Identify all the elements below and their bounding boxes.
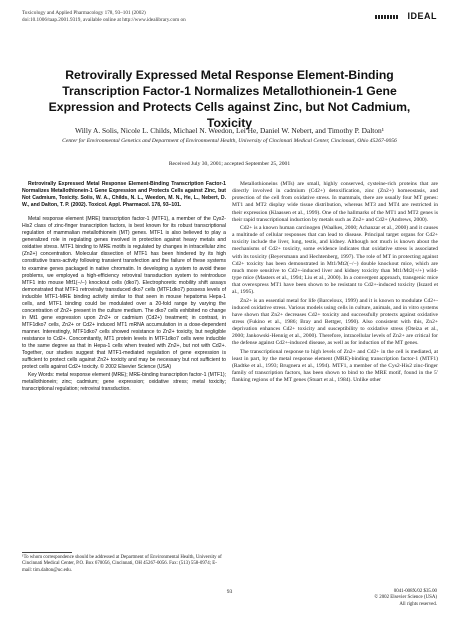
copyright-block (374, 589, 437, 608)
body-paragraph: Metallothioneins (MTs) are small, highly conserved, cysteine-rich proteins that are directly involved in cadmium (Cd2+) detoxification, zinc (Zn2+) homeostasis, and protection of the cell from oxidative stress. In mammals, there are usually four MT genes: MT1 and MT2 display wide tissue distribution, whereas MT3 and MT4 are restricted in their expression (Klaassen et al., 1999). One of the hallmarks of the MT1 and MT2 genes is their rapid transcriptional induction by metals such as Zn2+ and Cd2+ (Andrews, 2000). (232, 181, 438, 223)
footnote-divider (22, 552, 72, 553)
rights-line: All rights reserved. (399, 601, 437, 607)
abstract-column (22, 181, 226, 394)
journal-citation: Toxicology and Applied Pharmacology 178, 93–101 (2002) (22, 10, 146, 16)
body-paragraph: Zn2+ is an essential metal for life (Barceloux, 1999) and it is known to modulate Cd2+-induced oxidative stress. Various models using cells in culture, animals, and in vitro systems have shown that Zn2+ decreases Cd2+ toxicity and successfully protects against oxidative stress (Fukino et al., 1986; Bray and Bettger, 1990). Also consistent with this, Zn2+ deprivation enhances Cd2+ toxicity and susceptibility to oxidative stress (Oteiza et al., 2000; Jankowski-Hennig et al., 2000). Therefore, intracellular levels of Zn2+ are critical for the defense against Cd2+-induced disease, as well as for induction of the MT genes. (232, 297, 438, 347)
abstract-heading: Retrovirally Expressed Metal Response Element-Binding Transcription Factor-1 Normalizes Metallothionein-1 Gene Expression and Protects Cells against Zinc, but Not Cadmium, Toxicity. Solis, W. A., Childs, N. L., Weedon, M. N., He, L., Nebert, D. W., and Dalton, T. P. (2002). Toxicol. Appl. Pharmacol. 178, 93–101. (22, 181, 226, 209)
body-column (232, 181, 438, 385)
received-dates: Received July 30, 2001; accepted September 25, 2001 (168, 161, 291, 167)
issn-line: 0041-008X/02 $35.00 (393, 589, 437, 594)
abstract-body: Metal response element (MRE) transcription factor-1 (MTF1), a member of the Cys2-His2 class of zinc-finger transcription factors, is best known for its robust transcriptional regulation of mammalian metallothionein (MT) genes. MTF1 is also believed to play a generalized role in regulating genes involved in protection against heavy metals and oxidative stress. MTF1 binding to MRE motifs is regulated by changes in intracellular zinc (Zn2+) concentration. Molecular dissection of MTF1 has been hindered by its high constitutive trans-activity following transient transfection and the failure of these systems to examine genes packaged in native chromatin. In developing a system to avoid these problems, we employed a high-efficiency retroviral transduction system to reintroduce MTF1 into mouse Mtf1(−/−) knockout cells (dko7). Electrophoretic mobility shift assays demonstrated that MTF1 retrovirally transduced dko7 cells (MTF1dko7) possess levels of inducible MTF1-MRE binding activity similar to that seen in mouse hepatoma Hepa-1 cells, and MTF1 binding could be modulated over a 20-fold range by varying the concentration of Zn2+ present in the culture medium. The dko7 cells exhibited no change in Mt1 gene expression upon Zn2+ or cadmium (Cd2+) treatment; in contrast, in MTF1dko7 cells, Zn2+ or Cd2+ induced MT1 mRNA accumulation in a dose-dependent manner. Interestingly, MTF1dko7 cells showed resistance to Zn2+ toxicity, but negligible resistance to Cd2+. Concomitantly, MT1 protein levels in MTF1dko7 cells were inducible to the same degree as that in Hepa-1 cells when treated with Zn2+, but not with Cd2+. Together, our studies suggest that MTF1-mediated regulation of gene expression is sufficient to protect cells against Zn2+ toxicity and may be necessary but not sufficient to protect cells against Cd2+ toxicity. © 2002 Elsevier Science (USA) (22, 216, 226, 371)
keywords: Key Words: metal response element (MRE); MRE-binding transcription factor-1 (MTF1); metallothionein; zinc; cadmium; gene expression; oxidative stress; metal toxicity; transcriptional regulation; retroviral transduction. (22, 372, 226, 393)
copyright-line: © 2002 Elsevier Science (USA) (374, 595, 437, 601)
logo-text: IDEAL (407, 11, 437, 21)
page-number: 93 (226, 589, 233, 595)
running-header (22, 10, 186, 24)
doi-line: doi:10.1006/taap.2001.9319, available online at http://www.idealibrary.com on (22, 17, 186, 23)
author-list: Willy A. Solis, Nicole L. Childs, Michael N. Weedon, Lei He, Daniel W. Nebert, and Timothy P. Dalton¹ (75, 126, 384, 135)
logo-dots-icon (375, 15, 399, 19)
body-paragraph: The transcriptional response to high levels of Zn2+ and Cd2+ in the cell is mediated, at least in part, by the metal response element (MRE)-binding transcription factor-1 (MTF1) (Radtke et al., 1993; Brugnera et al., 1994). MTF1, a member of the Cys2-His2 zinc-finger family of transcription factors, has been shown to bind to the MRE motif, found in the 5′ flanking regions of the MT genes (Stuart et al., 1984). Unlike other (232, 348, 438, 384)
article-title: Retrovirally Expressed Metal Response Element-Binding Transcription Factor-1 Normalizes Metallothionein-1 Gene Expression and Protects Cells against Zinc, but Not Cadmium, Toxicity (48, 68, 411, 130)
body-paragraph: Cd2+ is a known human carcinogen (Waalkes, 2000; Achanzar et al., 2000) and it causes a multitude of cellular responses that can lead to disease. Principal target organs for Cd2+ toxicity include the liver, lung, testis, and kidney. Although not much is known about the mechanisms of Cd2+ toxicity, some evidence indicates that oxidative stress is associated with its toxicity (Beyersmann and Hechtenberg, 1997). The role of MT in protecting against Cd2+ toxicity has been demonstrated in Mt1/Mt2(−/−) double knockout mice, which are much more sensitive to Cd2+-induced liver and kidney toxicity than Mt1/Mt2(+/+) wild-type mice (Masters et al., 1994; Liu et al., 2000). In a convergent approach, transgenic mice that overexpress MT1 have been shown to be resistant to Cd2+-induced toxicity (Iszard et al., 1995). (232, 224, 438, 296)
ideal-logo (375, 11, 437, 22)
correspondence-footnote: ¹To whom correspondence should be addressed at Department of Environmental Health, University of Cincinnati Medical Center, P.O. Box 670056, Cincinnati, OH 45267-0056. Fax: (513) 558-0974; E-mail: tim.dalton@uc.edu. (22, 555, 222, 573)
affiliation: Center for Environmental Genetics and Department of Environmental Health, University of Cincinnati Medical Center, Cincinnati, Ohio 45267-0056 (62, 138, 397, 144)
